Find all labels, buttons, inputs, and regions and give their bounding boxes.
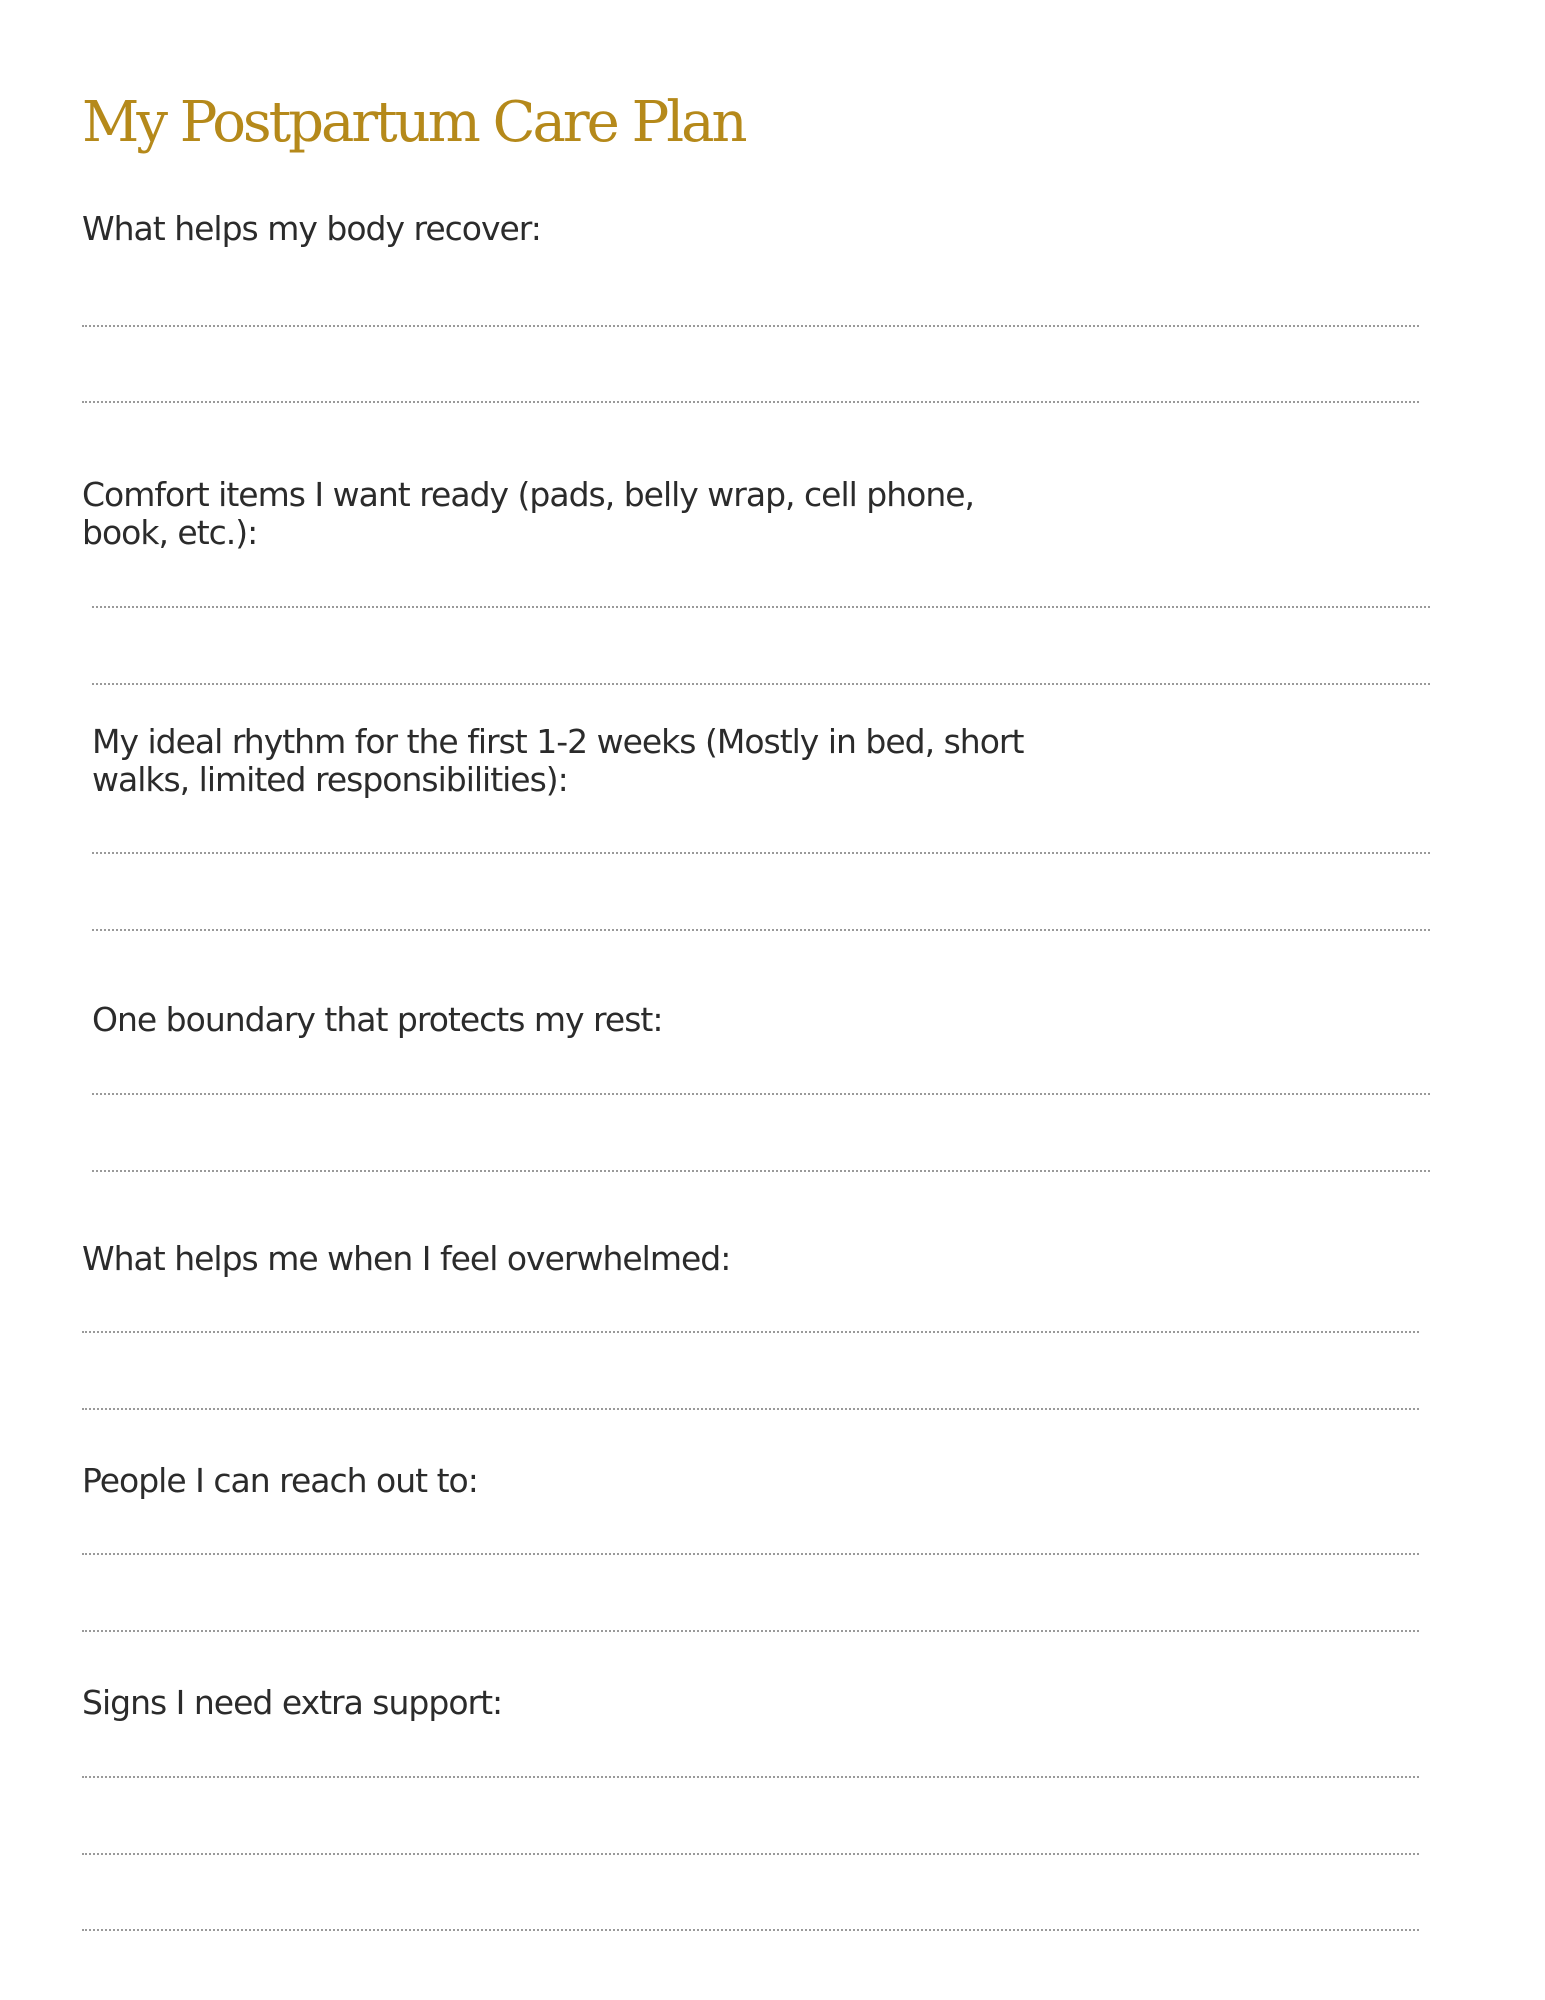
write-line[interactable]	[92, 929, 1430, 931]
write-line[interactable]	[82, 401, 1419, 403]
write-line[interactable]	[92, 1170, 1430, 1172]
write-line[interactable]	[82, 1331, 1419, 1333]
write-line[interactable]	[82, 325, 1419, 327]
write-line[interactable]	[92, 852, 1430, 854]
write-line[interactable]	[92, 606, 1430, 608]
section-prompt-body-recovery: What helps my body recover:	[82, 209, 541, 248]
write-line[interactable]	[92, 1093, 1430, 1095]
write-line[interactable]	[82, 1929, 1419, 1931]
page-title: My Postpartum Care Plan	[82, 90, 745, 155]
section-prompt-ideal-rhythm: My ideal rhythm for the first 1-2 weeks (Mostly in bed, short walks, limited responsibilities):	[92, 722, 1024, 799]
write-line[interactable]	[92, 683, 1430, 685]
write-line[interactable]	[82, 1853, 1419, 1855]
write-line[interactable]	[82, 1408, 1419, 1410]
section-prompt-comfort-items: Comfort items I want ready (pads, belly wrap, cell phone, book, etc.):	[82, 475, 975, 552]
section-prompt-overwhelmed: What helps me when I feel overwhelmed:	[82, 1239, 731, 1278]
section-prompt-extra-support: Signs I need extra support:	[82, 1683, 503, 1722]
section-prompt-people: People I can reach out to:	[82, 1461, 478, 1500]
write-line[interactable]	[82, 1630, 1419, 1632]
write-line[interactable]	[82, 1776, 1419, 1778]
write-line[interactable]	[82, 1553, 1419, 1555]
section-prompt-boundary: One boundary that protects my rest:	[92, 1000, 663, 1039]
